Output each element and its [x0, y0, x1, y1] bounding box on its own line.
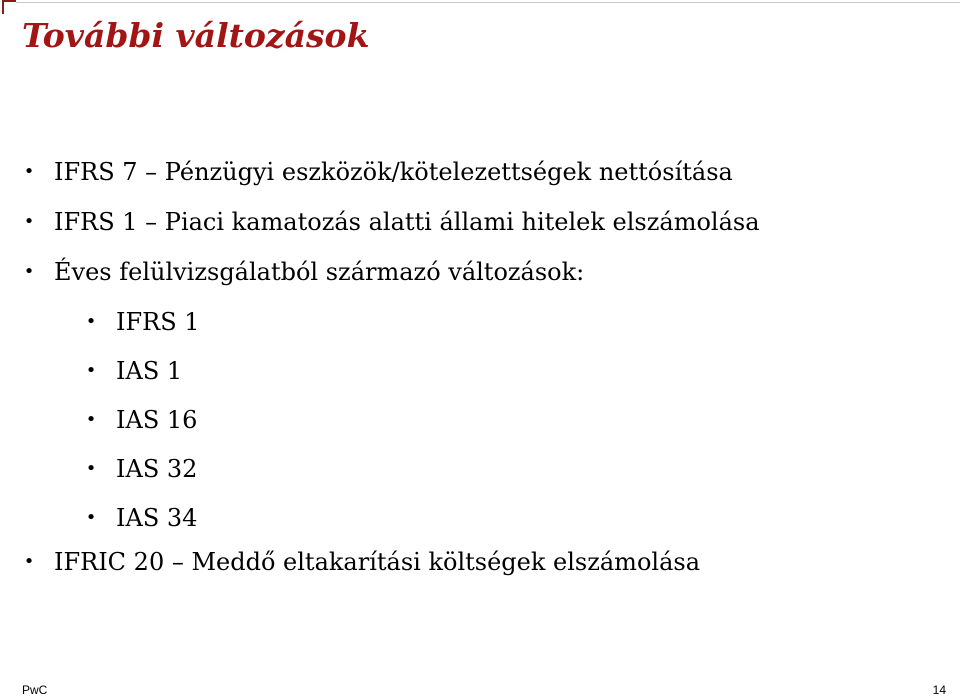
- sub-bullet-text: IAS 1: [116, 357, 183, 385]
- sub-bullet-text: IFRS 1: [116, 308, 200, 336]
- slide-title: További változások: [22, 16, 370, 55]
- bullet-icon: •: [23, 261, 35, 282]
- sub-bullet-text: IAS 32: [116, 455, 198, 483]
- footer-brand: PwC: [22, 683, 48, 697]
- sub-bullet-text: IAS 16: [116, 406, 198, 434]
- bullet-text: Éves felülvizsgálatból származó változások:: [54, 258, 585, 286]
- bullet-icon: •: [23, 161, 35, 182]
- bullet-icon: •: [85, 409, 97, 430]
- page-number: 14: [932, 683, 946, 697]
- bullet-text: IFRS 7 – Pénzügyi eszközök/kötelezettségek nettósítása: [54, 158, 733, 186]
- bullet-icon: •: [23, 551, 35, 572]
- bullet-icon: •: [85, 311, 97, 332]
- sub-bullet-text: IAS 34: [116, 504, 198, 532]
- bullet-icon: •: [23, 211, 35, 232]
- bullet-text: IFRIC 20 – Meddő eltakarítási költségek elszámolása: [54, 548, 700, 576]
- bullet-icon: •: [85, 507, 97, 528]
- bullet-icon: •: [85, 458, 97, 479]
- bullet-icon: •: [85, 360, 97, 381]
- bullet-text: IFRS 1 – Piaci kamatozás alatti állami hitelek elszámolása: [54, 208, 760, 236]
